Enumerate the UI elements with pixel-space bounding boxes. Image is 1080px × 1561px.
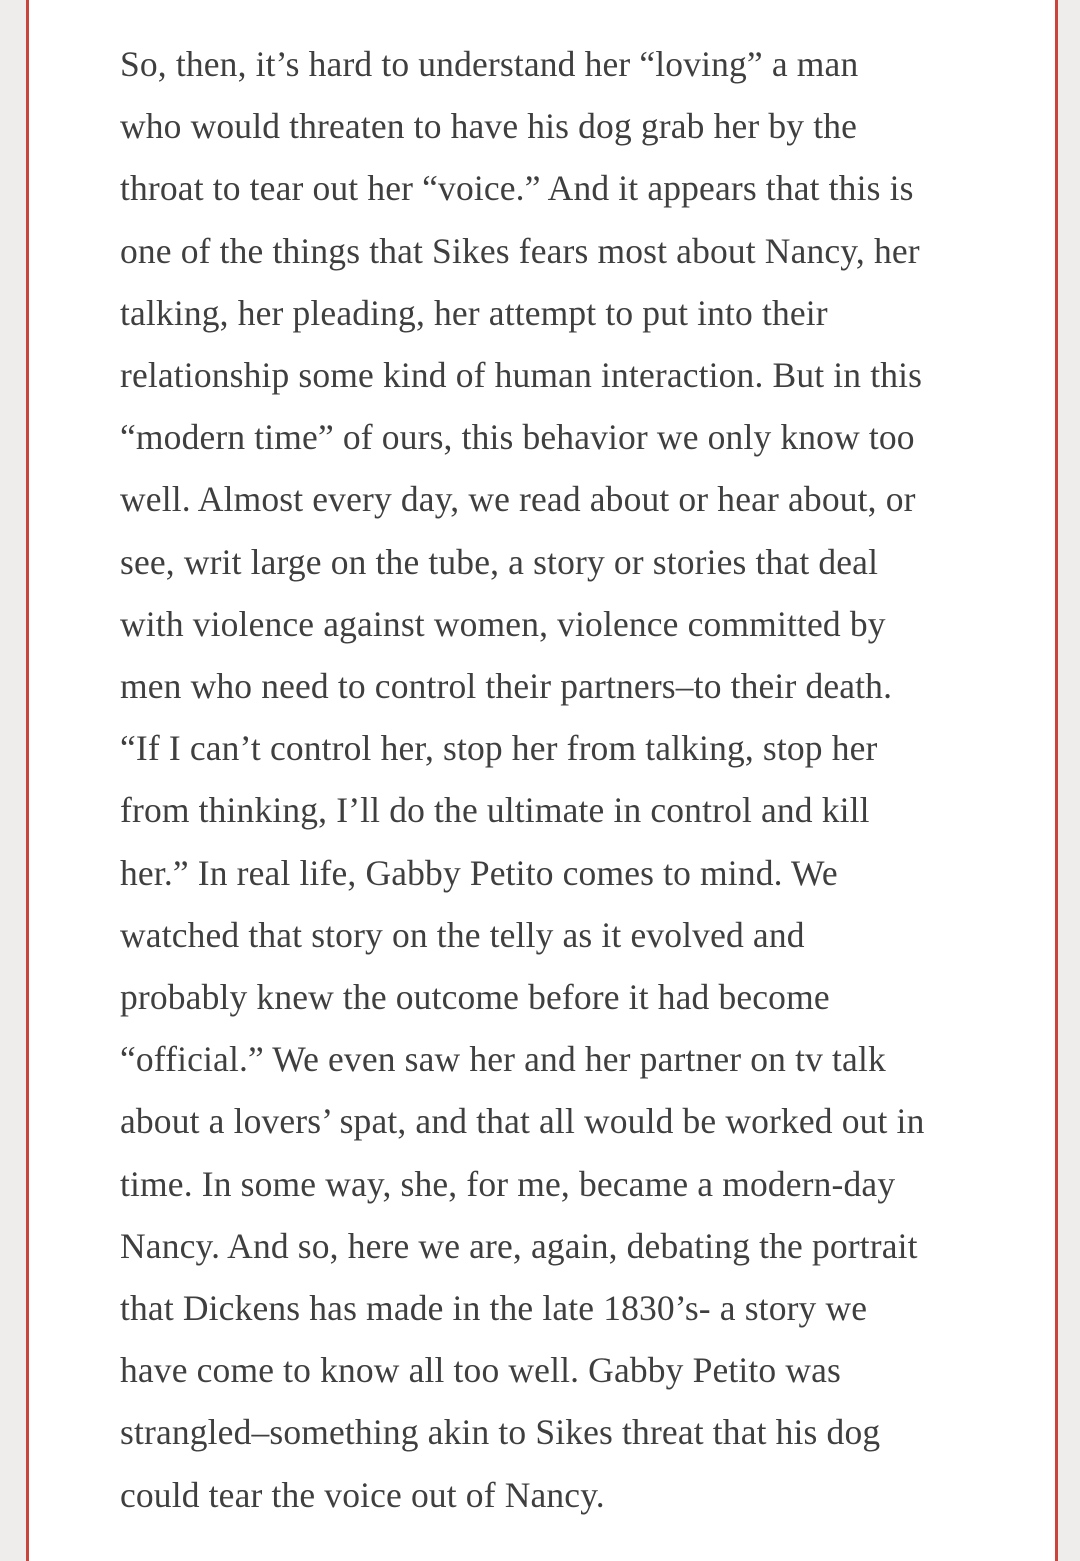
article-card — [26, 0, 1058, 1561]
paragraph-line: “If I can’t control her, stop her from talking, stop her — [120, 728, 878, 769]
paragraph-line: that Dickens has made in the late 1830’s- a story we — [120, 1288, 868, 1329]
paragraph-line: her.” In real life, Gabby Petito comes to mind. We — [120, 852, 838, 893]
paragraph-line: So, then, it’s hard to understand her “loving” a man — [120, 44, 859, 84]
paragraph-line: probably knew the outcome before it had become — [120, 977, 830, 1018]
paragraph-line: have come to know all too well. Gabby Petito was — [120, 1350, 841, 1391]
article-paragraph — [120, 33, 1040, 1526]
paragraph-line: “official.” We even saw her and her partner on tv talk — [120, 1039, 886, 1080]
paragraph-line: see, writ large on the tube, a story or stories that deal — [120, 541, 879, 582]
paragraph-line: throat to tear out her “voice.” And it appears that this is — [120, 168, 914, 209]
paragraph-line: could tear the voice out of Nancy. — [120, 1474, 605, 1515]
paragraph-line: Nancy. And so, here we are, again, debating the portrait — [120, 1225, 918, 1266]
paragraph-line: men who need to control their partners–to their death. — [120, 666, 893, 707]
paragraph-line: about a lovers’ spat, and that all would be worked out in — [120, 1101, 925, 1142]
paragraph-line: strangled–something akin to Sikes threat that his dog — [120, 1412, 881, 1453]
paragraph-line: relationship some kind of human interaction. But in this — [120, 355, 923, 396]
paragraph-line: time. In some way, she, for me, became a modern-day — [120, 1163, 896, 1204]
paragraph-line: one of the things that Sikes fears most about Nancy, her — [120, 230, 920, 271]
paragraph-line: well. Almost every day, we read about or hear about, or — [120, 479, 916, 520]
paragraph-line: from thinking, I’ll do the ultimate in control and kill — [120, 790, 870, 831]
paragraph-line: with violence against women, violence committed by — [120, 603, 886, 644]
paragraph-line: who would threaten to have his dog grab her by the — [120, 106, 858, 147]
paragraph-line: watched that story on the telly as it evolved and — [120, 914, 805, 955]
paragraph-line: “modern time” of ours, this behavior we only know too — [120, 417, 915, 458]
paragraph-line: talking, her pleading, her attempt to put into their — [120, 292, 828, 333]
